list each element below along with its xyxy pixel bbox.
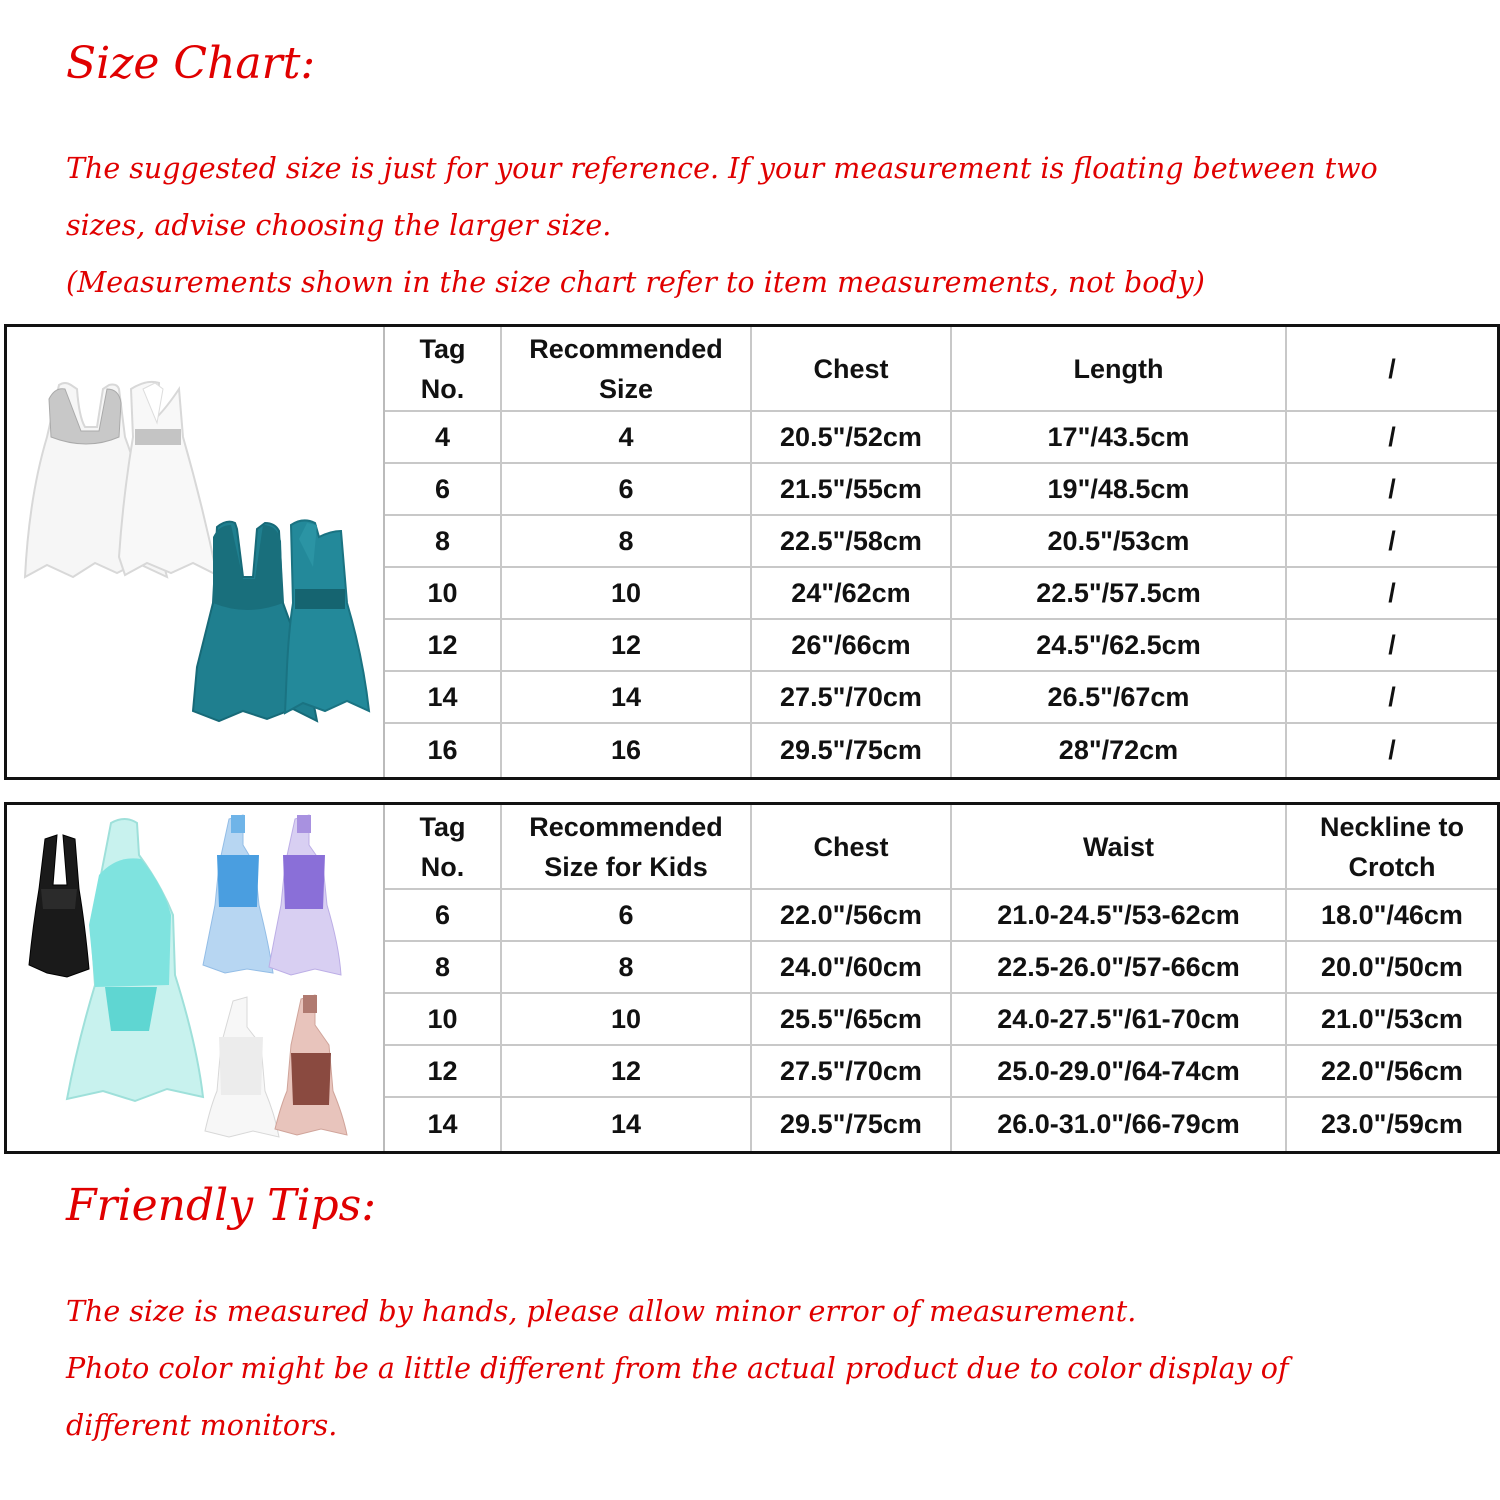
cell-length: 22.5"/57.5cm: [951, 567, 1286, 619]
table-row: [385, 567, 1497, 619]
cell-slash: /: [1286, 567, 1497, 619]
cell-chest: 29.5"/75cm: [751, 723, 951, 777]
table-row: [385, 723, 1497, 777]
white-dress-back-image: [119, 382, 217, 575]
cell-tag: 12: [385, 619, 501, 671]
table-row: [385, 671, 1497, 723]
header-recommended-size: Recommended Size: [501, 327, 751, 411]
cell-tag: 8: [385, 515, 501, 567]
table-row: [385, 993, 1497, 1045]
white-halter-dress-image: [205, 997, 279, 1137]
header-recommended-size-for-kids: Recommended Size for Kids: [501, 805, 751, 889]
blue-dress-image: [203, 815, 273, 973]
teal-dress-back-image: [285, 520, 369, 713]
cell-chest: 29.5"/75cm: [751, 1097, 951, 1151]
pink-dress-image: [275, 995, 347, 1135]
size-note-line-1: The suggested size is just for your reference. If your measurement is floating between two: [66, 152, 1378, 185]
tips-line-1: The size is measured by hands, please allow minor error of measurement.: [66, 1295, 1137, 1328]
cell-slash: /: [1286, 411, 1497, 463]
cell-length: 20.5"/53cm: [951, 515, 1286, 567]
cell-waist: 21.0-24.5"/53-62cm: [951, 889, 1286, 941]
cell-waist: 24.0-27.5"/61-70cm: [951, 993, 1286, 1045]
header-tag-no: Tag No.: [385, 805, 501, 889]
cell-chest: 26"/66cm: [751, 619, 951, 671]
size-note-line-3: (Measurements shown in the size chart refer to item measurements, not body): [66, 266, 1205, 299]
cell-size: 6: [501, 463, 751, 515]
cell-neckline: 22.0"/56cm: [1286, 1045, 1497, 1097]
cell-chest: 20.5"/52cm: [751, 411, 951, 463]
cell-slash: /: [1286, 515, 1497, 567]
cell-size: 6: [501, 889, 751, 941]
sequin-dress-product-photo: [7, 327, 383, 777]
friendly-tips-title: Friendly Tips:: [66, 1180, 377, 1231]
table-row: [385, 515, 1497, 567]
header-slash: /: [1286, 327, 1497, 411]
cell-tag: 12: [385, 1045, 501, 1097]
cell-size: 8: [501, 515, 751, 567]
cell-length: 28"/72cm: [951, 723, 1286, 777]
cell-length: 24.5"/62.5cm: [951, 619, 1286, 671]
cell-neckline: 21.0"/53cm: [1286, 993, 1497, 1045]
table-header-row: [385, 805, 1497, 889]
cell-size: 14: [501, 671, 751, 723]
cell-chest: 27.5"/70cm: [751, 1045, 951, 1097]
cell-chest: 22.0"/56cm: [751, 889, 951, 941]
size-table-halter-dress: [4, 802, 1500, 1154]
tips-line-3: different monitors.: [66, 1409, 338, 1442]
cell-tag: 6: [385, 889, 501, 941]
header-chest: Chest: [751, 327, 951, 411]
cell-length: 17"/43.5cm: [951, 411, 1286, 463]
cell-waist: 25.0-29.0"/64-74cm: [951, 1045, 1286, 1097]
cell-size: 12: [501, 1045, 751, 1097]
cell-tag: 16: [385, 723, 501, 777]
header-waist: Waist: [951, 805, 1286, 889]
cell-chest: 24.0"/60cm: [751, 941, 951, 993]
header-neckline-to-crotch: Neckline to Crotch: [1286, 805, 1497, 889]
cell-waist: 22.5-26.0"/57-66cm: [951, 941, 1286, 993]
cell-length: 26.5"/67cm: [951, 671, 1286, 723]
cell-length: 19"/48.5cm: [951, 463, 1286, 515]
size-table-1-grid: [385, 327, 1497, 777]
cell-neckline: 18.0"/46cm: [1286, 889, 1497, 941]
cell-waist: 26.0-31.0"/66-79cm: [951, 1097, 1286, 1151]
header-length: Length: [951, 327, 1286, 411]
halter-dress-product-photo: [7, 805, 383, 1151]
header-chest: Chest: [751, 805, 951, 889]
cell-slash: /: [1286, 723, 1497, 777]
cell-chest: 27.5"/70cm: [751, 671, 951, 723]
table-row: [385, 619, 1497, 671]
cell-tag: 6: [385, 463, 501, 515]
cell-size: 14: [501, 1097, 751, 1151]
cell-tag: 8: [385, 941, 501, 993]
product-photo-cell: [7, 805, 385, 1151]
cell-slash: /: [1286, 671, 1497, 723]
size-chart-title: Size Chart:: [66, 38, 316, 89]
table-row: [385, 1045, 1497, 1097]
table-row: [385, 1097, 1497, 1151]
cell-slash: /: [1286, 619, 1497, 671]
cell-size: 10: [501, 993, 751, 1045]
cell-size: 8: [501, 941, 751, 993]
product-photo-cell: [7, 327, 385, 777]
cell-tag: 4: [385, 411, 501, 463]
cell-size: 12: [501, 619, 751, 671]
cell-chest: 22.5"/58cm: [751, 515, 951, 567]
cell-neckline: 20.0"/50cm: [1286, 941, 1497, 993]
table-row: [385, 411, 1497, 463]
table-row: [385, 889, 1497, 941]
cell-tag: 14: [385, 671, 501, 723]
size-note-line-2: sizes, advise choosing the larger size.: [66, 209, 612, 242]
cell-chest: 24"/62cm: [751, 567, 951, 619]
size-table-sequin-dress: [4, 324, 1500, 780]
cell-neckline: 23.0"/59cm: [1286, 1097, 1497, 1151]
cell-size: 16: [501, 723, 751, 777]
cell-tag: 14: [385, 1097, 501, 1151]
purple-dress-image: [269, 815, 341, 975]
table-row: [385, 941, 1497, 993]
size-table-2-grid: [385, 805, 1497, 1151]
table-header-row: [385, 327, 1497, 411]
tips-line-2: Photo color might be a little different from the actual product due to color display of: [66, 1352, 1289, 1385]
cell-size: 4: [501, 411, 751, 463]
cell-chest: 21.5"/55cm: [751, 463, 951, 515]
cell-slash: /: [1286, 463, 1497, 515]
table-row: [385, 463, 1497, 515]
cell-tag: 10: [385, 567, 501, 619]
cell-size: 10: [501, 567, 751, 619]
cell-chest: 25.5"/65cm: [751, 993, 951, 1045]
black-dress-image: [29, 835, 89, 977]
cell-tag: 10: [385, 993, 501, 1045]
header-tag-no: Tag No.: [385, 327, 501, 411]
